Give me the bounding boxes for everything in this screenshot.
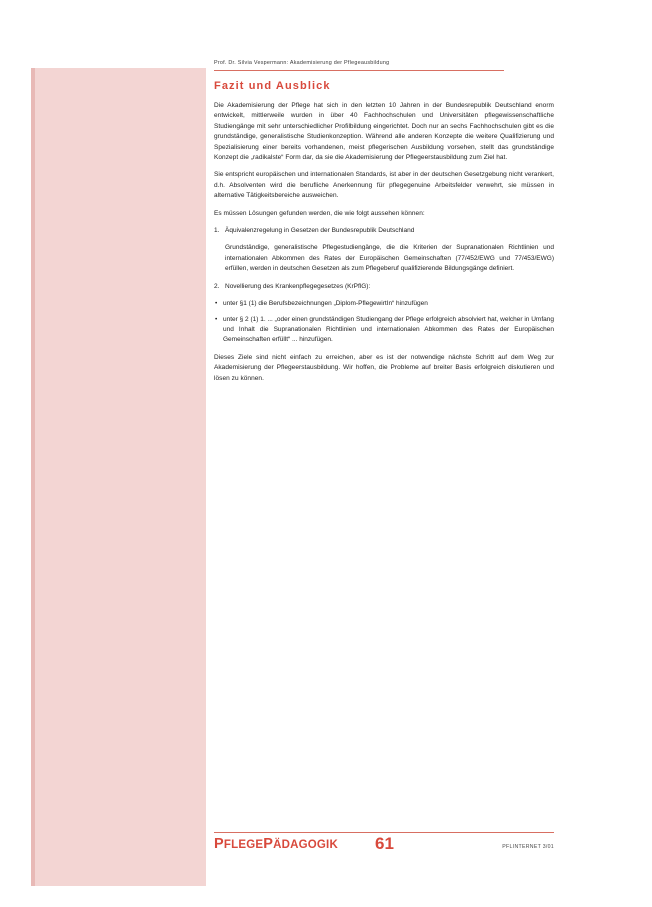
- list-item: [214, 282, 554, 292]
- list-item-text: unter § 2 (1) 1. ... „oder einen grundständigen Studiengang der Pflege erfolgreich absolviert hat, welcher in Umfang und Inhalt die Supranationalen Richtlinien und internationalen Abkommen des Rates der Europäischen Gemeinschaften erfüllt“ ... hinzufügen.: [223, 315, 554, 344]
- bullet-dot-icon: •: [215, 315, 218, 323]
- decorative-left-edge-stripe: [31, 68, 35, 886]
- list-marker: 2.: [214, 282, 220, 290]
- masthead-p4: ÄDAGOGIK: [273, 839, 338, 851]
- main-text-column: [214, 80, 554, 391]
- indented-paragraph: Grundständige, generalistische Pflegestudiengänge, die die Kriterien der Supranationalen Richtlinien und internationalen Abkommen des Rates der Europäischen Gemeinschaften (77/452/EWG und 77/453/EWG) erfüllen, werden in deutschen Gesetzen als zum Pflegeberuf qualifizierende Bildungsgänge definiert.: [225, 244, 554, 273]
- numbered-list-second: [214, 282, 554, 292]
- list-item-text: Äquivalenzregelung in Gesetzen der Bundesrepublik Deutschland: [225, 227, 415, 235]
- list-item: [214, 299, 554, 309]
- page-number: 61: [375, 834, 394, 853]
- masthead-p3: P: [263, 836, 274, 852]
- issue-label: PFLINTERNET 3/01: [502, 844, 554, 850]
- masthead: [214, 836, 338, 852]
- bullet-list: [214, 299, 554, 346]
- page-footer: [214, 836, 554, 858]
- header-rule: [214, 70, 504, 71]
- list-item-text: Novellierung des Krankenpflegegesetzes (KrPflG):: [225, 282, 371, 290]
- masthead-p2: FLEGE: [223, 839, 264, 851]
- list-item: [214, 315, 554, 346]
- list-item-text: unter §1 (1) die Berufsbezeichnungen „Diplom-PflegewirtIn“ hinzufügen: [223, 300, 428, 308]
- list-item: [214, 226, 554, 236]
- page-title: Fazit und Ausblick: [214, 80, 331, 92]
- list-marker: 1.: [214, 227, 220, 235]
- running-head: Prof. Dr. Silvia Vespermann: Akademisierung der Pflegeausbildung: [214, 60, 390, 66]
- paragraph: Sie entspricht europäischen und internationalen Standards, ist aber in der deutschen Gesetzgebung nicht verankert, d.h. Absolventen wird die berufliche Anerkennung für pflegegenuine Arbeitsfelder verwehrt, sie müssen in alternative Tätigkeitsbereiche ausweichen.: [214, 171, 554, 200]
- paragraph: Es müssen Lösungen gefunden werden, die wie folgt aussehen können:: [214, 209, 425, 217]
- paragraph: Die Akademisierung der Pflege hat sich in den letzten 10 Jahren in der Bundesrepublik Deutschland enorm entwickelt, mittlerweile wurden in über 40 Fachhochschulen und Universitäten pflegewissenschaftliche Studiengänge mit sehr unterschiedlicher Profilbildung eingerichtet. Doch nur an sechs Fachhochschulen gibt es die grundständige, generalistische Studienkonzeption. Während alle anderen Konzepte die weitere Qualifizierung und Spezialisierung einer bereits vorhandenen, meist pflegerischen Ausbildung vorsehen, stellt das grundständige Konzept die „radikalste“ Form dar, da sie die Akademisierung der Pflegeerstausbildung zum Ziel hat.: [214, 102, 554, 162]
- paragraph: Dieses Ziele sind nicht einfach zu erreichen, aber es ist der notwendige nächste Schritt auf dem Weg zur Akademisierung der Pflegeerstausbildung. Wir hoffen, die Probleme auf breiter Basis erfolgreich diskutieren und lösen zu können.: [214, 353, 554, 382]
- numbered-list-first: [214, 226, 554, 236]
- decorative-left-band: [31, 68, 206, 886]
- bullet-dot-icon: •: [215, 300, 218, 308]
- footer-rule: [214, 832, 554, 833]
- masthead-p1: P: [214, 836, 224, 852]
